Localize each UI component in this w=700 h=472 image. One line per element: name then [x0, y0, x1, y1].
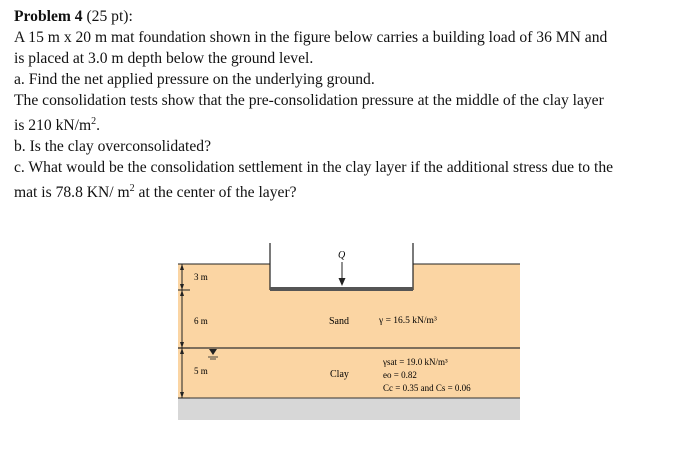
- soil-layers: [178, 264, 520, 398]
- clay-label: Clay: [330, 369, 349, 380]
- question-a: a. Find the net applied pressure on the underlying ground.: [14, 71, 375, 88]
- question-c: c. What would be the consolidation settlement in the clay layer if the additional stress due to the: [14, 159, 614, 177]
- problem-title: Problem 4: [14, 8, 83, 25]
- problem-line-1: A 15 m x 20 m mat foundation shown in the figure below carries a building load of 36 MN and: [14, 29, 608, 46]
- mat-foundation: [270, 287, 413, 291]
- line5-sup: 2: [91, 116, 97, 127]
- problem-line-2: is placed at 3.0 m depth below the ground level.: [14, 50, 314, 67]
- problem-points: (25 pt):: [82, 8, 133, 25]
- load-arrow-head: [339, 278, 346, 286]
- line8-sup: 2: [129, 183, 135, 195]
- line8-end: at the center of the layer?: [134, 184, 297, 202]
- line8-text: mat is 78.8 KN/ m: [14, 184, 130, 202]
- bedrock: [178, 398, 520, 420]
- line5-text: is 210 kN/m: [14, 117, 92, 135]
- sand-unit-weight: γ = 16.5 kN/m³: [379, 316, 437, 326]
- clay-sat-unit-weight: γsat = 19.0 kN/m³: [383, 357, 448, 367]
- dim-label-3m: 3 m: [194, 272, 208, 282]
- sand-label: Sand: [329, 316, 349, 327]
- clay-compression-indices: Cc = 0.35 and Cs = 0.06: [383, 383, 471, 393]
- dim-label-5m: 5 m: [194, 366, 208, 376]
- problem-line-4: The consolidation tests show that the pre-consolidation pressure at the middle of the clay layer: [14, 92, 604, 109]
- clay-void-ratio: eo = 0.82: [383, 370, 417, 380]
- load-label: Q: [338, 250, 346, 261]
- line5-end: .: [96, 117, 101, 135]
- question-b: b. Is the clay overconsolidated?: [14, 138, 212, 156]
- dim-label-6m: 6 m: [194, 316, 208, 326]
